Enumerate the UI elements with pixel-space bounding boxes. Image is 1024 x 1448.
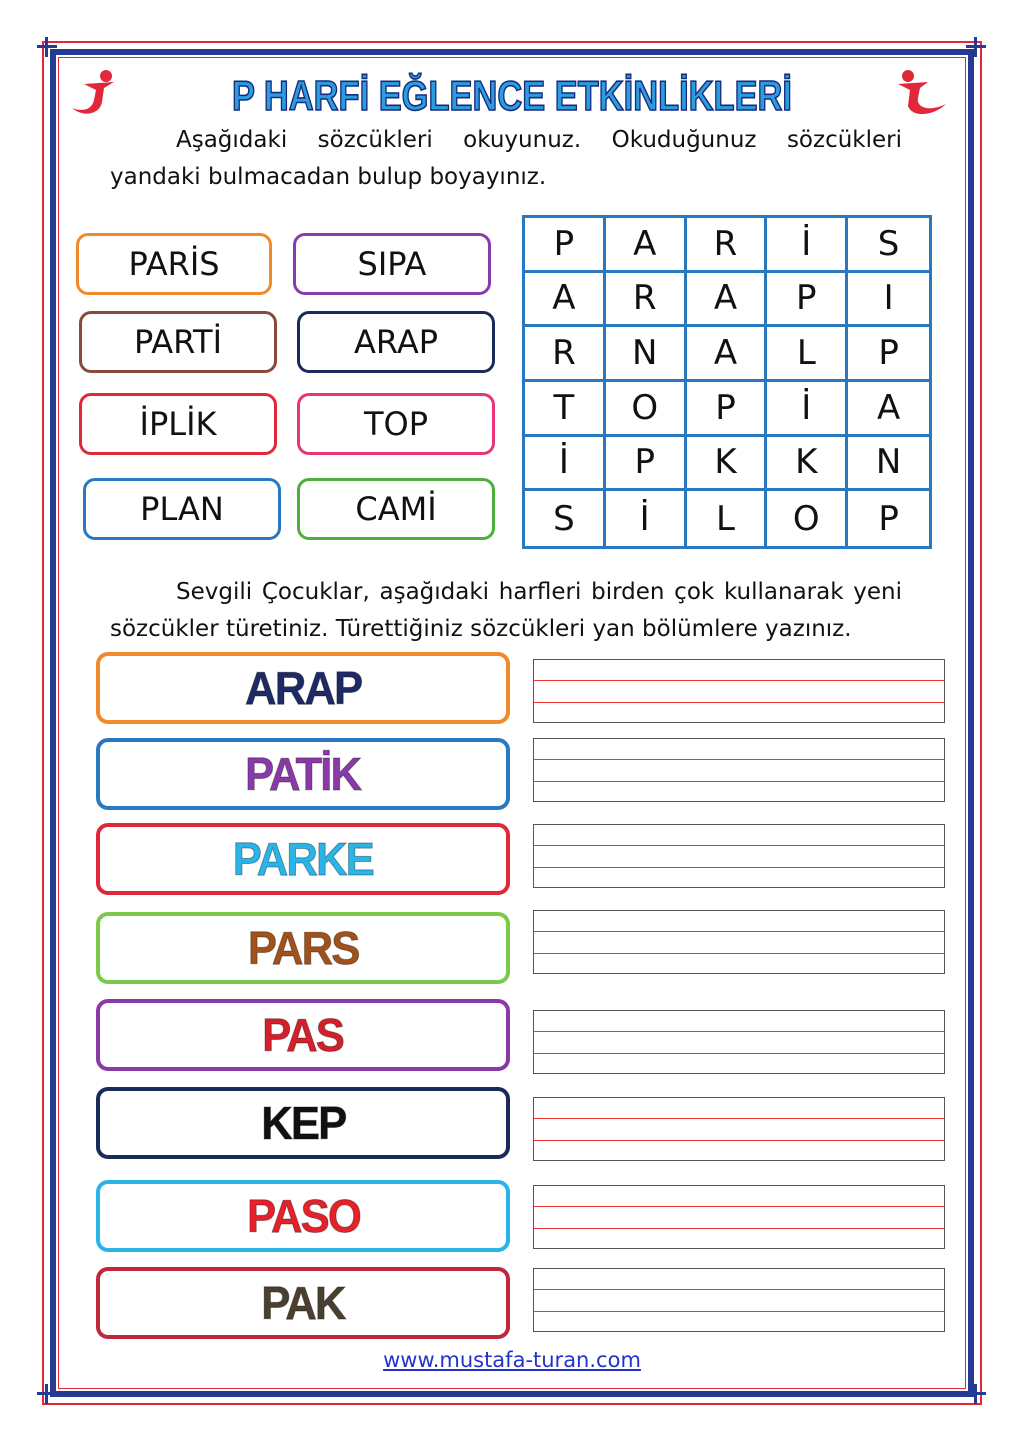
grid-cell[interactable]: K xyxy=(767,437,848,492)
grid-cell[interactable]: T xyxy=(525,382,606,437)
grid-cell[interactable]: R xyxy=(525,327,606,382)
derive-word-box xyxy=(96,738,510,810)
grid-cell[interactable]: K xyxy=(687,437,768,492)
writing-area[interactable] xyxy=(533,1185,945,1249)
derive-word: PARS xyxy=(247,922,359,974)
frame-corner xyxy=(966,37,986,57)
derive-word: PARKE xyxy=(232,833,374,885)
frame-corner xyxy=(37,37,57,57)
grid-cell[interactable]: N xyxy=(606,327,687,382)
derive-word-box xyxy=(96,1180,510,1252)
grid-cell[interactable]: A xyxy=(525,273,606,328)
word-box: İPLİK xyxy=(79,393,277,455)
derive-word-box xyxy=(96,1267,510,1339)
grid-cell[interactable]: P xyxy=(767,273,848,328)
instruction-find-words: Aşağıdaki sözcükleri okuyunuz. Okuduğunuz sözcükleri yandaki bulmacadan bulup boyayınız. xyxy=(110,127,902,190)
word-box: CAMİ xyxy=(297,478,495,540)
derive-word: KEP xyxy=(260,1097,346,1149)
grid-cell[interactable]: İ xyxy=(767,218,848,273)
grid-cell[interactable]: İ xyxy=(606,491,687,546)
derive-word: PATİK xyxy=(245,748,361,800)
derive-word: PAK xyxy=(261,1277,345,1329)
grid-cell[interactable]: S xyxy=(848,218,929,273)
writing-area[interactable] xyxy=(533,910,945,974)
derive-word-box xyxy=(96,999,510,1071)
grid-cell[interactable]: A xyxy=(848,382,929,437)
derive-word: PAS xyxy=(262,1009,344,1061)
writing-area[interactable] xyxy=(533,738,945,802)
instruction-derive-words: Sevgili Çocuklar, aşağıdaki harfleri birden çok kullanarak yeni sözcükler türetiniz. Türettiğiniz sözcükleri yan bölümlere yazınız. xyxy=(110,579,902,642)
writing-area[interactable] xyxy=(533,1097,945,1161)
grid-cell[interactable]: A xyxy=(606,218,687,273)
page-title: P HARFİ EĞLENCE ETKİNLİKLERİ xyxy=(231,72,793,119)
derive-word-box xyxy=(96,823,510,895)
word-box: PARİS xyxy=(76,233,272,295)
grid-cell[interactable]: P xyxy=(525,218,606,273)
derive-word-box xyxy=(96,1087,510,1159)
grid-cell[interactable]: İ xyxy=(767,382,848,437)
grid-cell[interactable]: L xyxy=(687,491,768,546)
derive-word-box xyxy=(96,912,510,984)
grid-cell[interactable]: P xyxy=(848,327,929,382)
derive-word: PASO xyxy=(246,1190,360,1242)
grid-cell[interactable]: P xyxy=(687,382,768,437)
writing-area[interactable] xyxy=(533,1268,945,1332)
grid-cell[interactable]: İ xyxy=(525,437,606,492)
grid-cell[interactable]: N xyxy=(848,437,929,492)
writing-area[interactable] xyxy=(533,659,945,723)
grid-cell[interactable]: A xyxy=(687,273,768,328)
writing-area[interactable] xyxy=(533,824,945,888)
grid-cell[interactable]: I xyxy=(848,273,929,328)
word-search-grid xyxy=(522,215,932,549)
word-box: PARTİ xyxy=(79,311,277,373)
derive-word: ARAP xyxy=(244,662,362,714)
grid-cell[interactable]: O xyxy=(767,491,848,546)
grid-cell[interactable]: S xyxy=(525,491,606,546)
grid-cell[interactable]: O xyxy=(606,382,687,437)
grid-cell[interactable]: A xyxy=(687,327,768,382)
word-box: PLAN xyxy=(83,478,281,540)
writing-area[interactable] xyxy=(533,1010,945,1074)
grid-cell[interactable]: R xyxy=(687,218,768,273)
frame-corner xyxy=(37,1384,57,1404)
grid-cell[interactable]: L xyxy=(767,327,848,382)
word-box: SIPA xyxy=(293,233,491,295)
grid-cell[interactable]: P xyxy=(606,437,687,492)
derive-word-box xyxy=(96,652,510,724)
word-box: ARAP xyxy=(297,311,495,373)
footer-website-link[interactable]: www.mustafa-turan.com xyxy=(383,1348,641,1372)
frame-corner xyxy=(966,1384,986,1404)
word-box: TOP xyxy=(297,393,495,455)
grid-cell[interactable]: P xyxy=(878,498,899,539)
grid-cell[interactable]: R xyxy=(606,273,687,328)
